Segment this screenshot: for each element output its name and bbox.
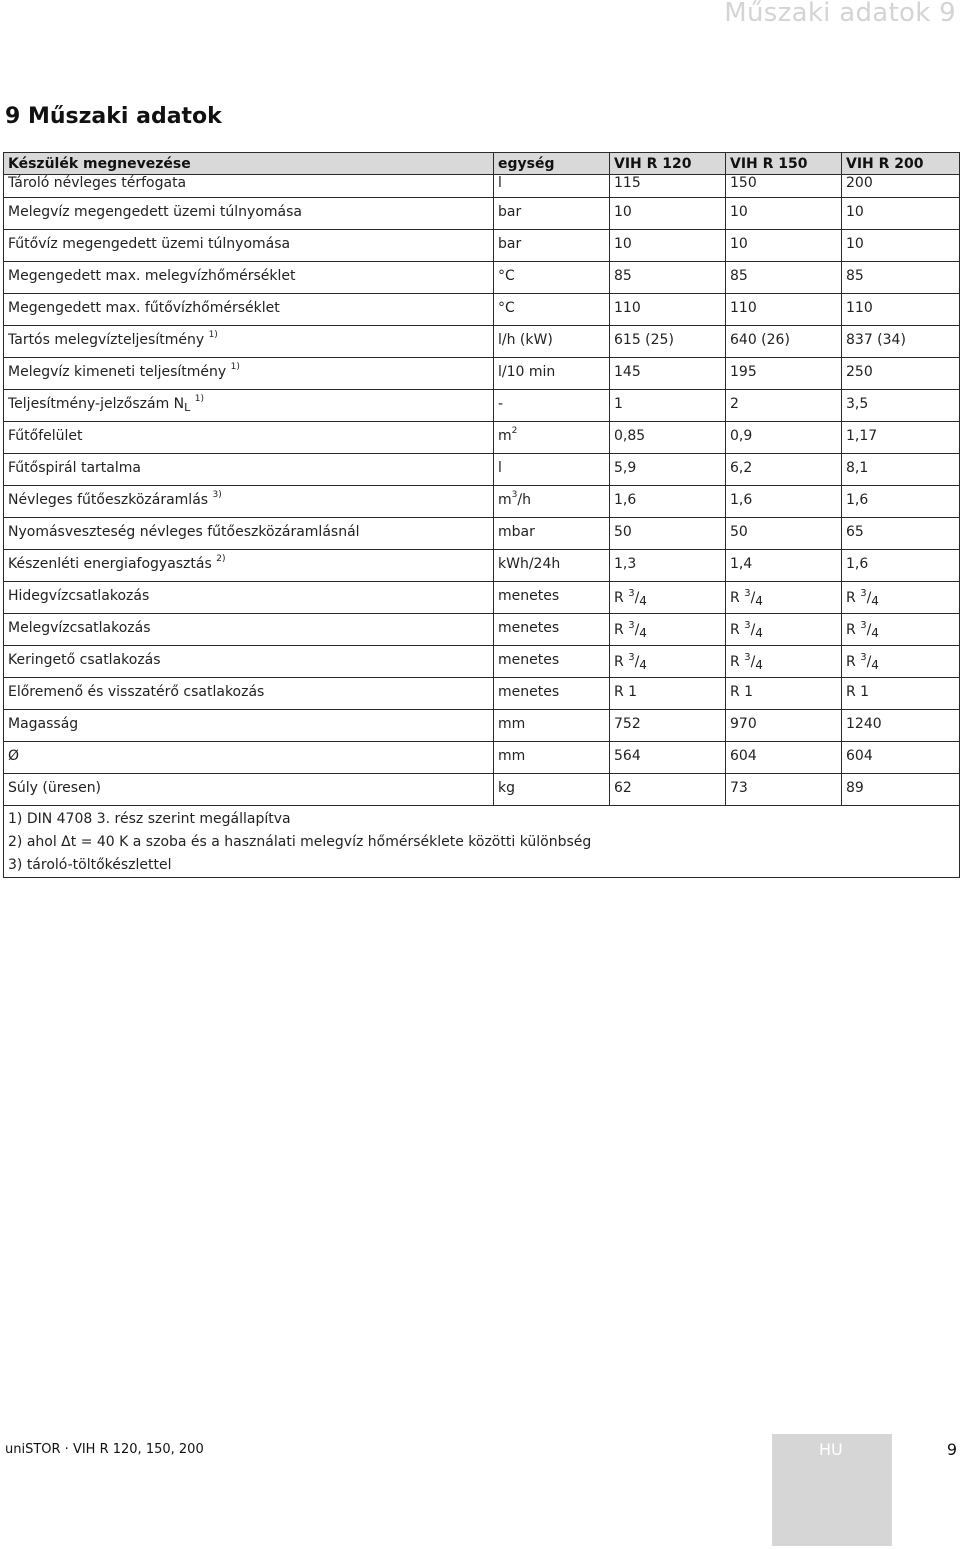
table-row (4, 678, 960, 710)
row-value: 1,6 (730, 492, 753, 508)
row-label: Hidegvízcsatlakozás (8, 588, 150, 604)
row-unit-cell (494, 614, 610, 646)
row-value-cell (726, 646, 842, 678)
fraction-separator: / (750, 622, 756, 638)
fraction-separator: / (866, 590, 872, 606)
row-value-cell (610, 262, 726, 294)
fraction-numerator: 3 (860, 588, 867, 599)
row-label: Nyomásveszteség névleges fűtőeszközáramlásnál (8, 524, 360, 540)
row-unit: °C (498, 268, 515, 284)
footnotes-row (4, 806, 960, 878)
row-label: Előremenő és visszatérő csatlakozás (8, 684, 265, 700)
row-label-cell (4, 198, 494, 230)
row-value: 1 (614, 396, 623, 412)
row-unit-superscript: 3 (511, 490, 518, 500)
row-value-cell (610, 486, 726, 518)
row-label-cell (4, 742, 494, 774)
row-value-cell (726, 486, 842, 518)
row-label: Tartós melegvízteljesítmény (8, 332, 205, 348)
row-label: Ø (8, 748, 20, 764)
row-value-cell (610, 582, 726, 614)
row-value-cell (726, 614, 842, 646)
row-value: 85 (730, 268, 748, 284)
row-value: 8,1 (846, 460, 869, 476)
row-value: 10 (846, 204, 864, 220)
row-value-cell (610, 326, 726, 358)
fraction-separator: / (866, 622, 872, 638)
row-value-cell (842, 742, 960, 774)
row-value-cell (726, 230, 842, 262)
row-value: 2 (730, 396, 739, 412)
footnote: 3) tároló-töltőkészlettel (8, 857, 172, 873)
technical-data-table (3, 152, 960, 878)
row-label: Melegvíz kimeneti teljesítmény (8, 364, 227, 380)
row-label: Fűtőspirál tartalma (8, 460, 141, 476)
row-value-cell (842, 390, 960, 422)
row-label-subscript: L (184, 401, 191, 414)
row-value: 110 (614, 300, 641, 316)
row-value: 10 (730, 236, 748, 252)
row-value: 604 (846, 748, 873, 764)
row-value-cell (842, 774, 960, 806)
row-value: 564 (614, 748, 641, 764)
row-value-cell (842, 326, 960, 358)
row-unit: menetes (498, 588, 560, 604)
row-value: 10 (614, 236, 632, 252)
row-value-cell (726, 774, 842, 806)
table-row (4, 582, 960, 614)
row-label-cell (4, 710, 494, 742)
section-title: 9 Műszaki adatok (5, 104, 222, 129)
row-value-cell (610, 358, 726, 390)
row-value: 145 (614, 364, 641, 380)
row-value: 85 (614, 268, 632, 284)
row-label-cell (4, 358, 494, 390)
fraction-numerator: 3 (744, 588, 751, 599)
row-value-cell (726, 742, 842, 774)
row-value-cell (610, 230, 726, 262)
fraction-numerator: 3 (860, 620, 867, 631)
row-label-cell (4, 518, 494, 550)
row-label-cell (4, 390, 494, 422)
row-value: 10 (730, 204, 748, 220)
row-value: R 1 (846, 684, 870, 700)
fraction-numerator: 3 (628, 588, 635, 599)
table-row (4, 358, 960, 390)
table-row (4, 326, 960, 358)
fraction-numerator: 3 (860, 652, 867, 663)
language-tab (772, 1434, 892, 1546)
row-unit-cell (494, 486, 610, 518)
row-label-cell (4, 175, 494, 198)
row-unit-superscript: 2 (511, 426, 518, 436)
table-row (4, 774, 960, 806)
running-header: Műszaki adatok 9 (724, 0, 956, 28)
row-value-cell (842, 454, 960, 486)
row-unit-tail: /h (517, 492, 531, 508)
row-value-cell (726, 175, 842, 198)
row-unit-cell (494, 678, 610, 710)
row-label: Megengedett max. fűtővízhőmérséklet (8, 300, 280, 316)
table-row (4, 486, 960, 518)
table-row (4, 175, 960, 198)
row-value: 50 (614, 524, 632, 540)
table-row (4, 262, 960, 294)
row-value: R 1 (614, 684, 638, 700)
row-label-cell (4, 230, 494, 262)
thread-prefix: R (614, 590, 629, 606)
row-unit-cell (494, 262, 610, 294)
row-unit-cell (494, 710, 610, 742)
table-header-row (4, 153, 960, 175)
row-value-cell (726, 326, 842, 358)
table-row (4, 518, 960, 550)
row-unit-cell (494, 230, 610, 262)
row-value-cell (726, 358, 842, 390)
thread-prefix: R (730, 622, 745, 638)
row-value-cell (842, 614, 960, 646)
row-value-cell (842, 358, 960, 390)
row-label-cell (4, 678, 494, 710)
fraction-separator: / (634, 622, 640, 638)
row-value: 10 (614, 204, 632, 220)
row-value: 73 (730, 780, 748, 796)
row-unit-cell (494, 390, 610, 422)
row-value-cell (610, 454, 726, 486)
row-value-cell (610, 742, 726, 774)
row-unit-cell (494, 175, 610, 198)
row-value: 150 (730, 175, 757, 191)
footnote-ref: 3) (212, 490, 222, 500)
row-unit: m (498, 428, 512, 444)
row-unit: kWh/24h (498, 556, 561, 572)
fraction-denominator: 4 (639, 658, 647, 672)
language-label: HU (819, 1440, 843, 1459)
row-value-cell (842, 230, 960, 262)
row-value: 62 (614, 780, 632, 796)
row-value-cell (726, 198, 842, 230)
row-value: 0,85 (614, 428, 646, 444)
row-label-cell (4, 774, 494, 806)
row-value-cell (610, 422, 726, 454)
fraction-numerator: 3 (628, 652, 635, 663)
row-value-cell (842, 486, 960, 518)
row-value: 615 (25) (614, 332, 674, 348)
header-cell-vih-r-150: VIH R 150 (726, 153, 842, 175)
row-unit-cell (494, 550, 610, 582)
thread-prefix: R (730, 590, 745, 606)
table-row (4, 614, 960, 646)
fraction-denominator: 4 (871, 626, 879, 640)
table-row (4, 230, 960, 262)
row-unit: mbar (498, 524, 535, 540)
table-row (4, 390, 960, 422)
row-unit-cell (494, 646, 610, 678)
row-value: 1240 (846, 716, 882, 732)
row-label-cell (4, 550, 494, 582)
row-unit-cell (494, 518, 610, 550)
row-value-cell (610, 646, 726, 678)
row-label: Melegvíz megengedett üzemi túlnyomása (8, 204, 302, 220)
fraction-numerator: 3 (744, 652, 751, 663)
row-value-cell (842, 518, 960, 550)
table-row (4, 742, 960, 774)
row-unit-cell (494, 774, 610, 806)
fraction-denominator: 4 (755, 594, 763, 608)
row-value: 1,17 (846, 428, 878, 444)
footer-product: uniSTOR · VIH R 120, 150, 200 (5, 1442, 204, 1457)
row-value-cell (726, 294, 842, 326)
fraction-denominator: 4 (755, 658, 763, 672)
row-value: 640 (26) (730, 332, 790, 348)
row-value-cell (842, 422, 960, 454)
row-label-cell (4, 614, 494, 646)
row-value-cell (726, 518, 842, 550)
footnote-ref: 1) (230, 362, 240, 372)
row-value: 65 (846, 524, 864, 540)
thread-prefix: R (614, 654, 629, 670)
row-label-cell (4, 422, 494, 454)
footnote: 1) DIN 4708 3. rész szerint megállapítva (8, 811, 291, 827)
row-unit: menetes (498, 620, 560, 636)
row-value-cell (726, 582, 842, 614)
fraction-numerator: 3 (628, 620, 635, 631)
row-value: 200 (846, 175, 873, 191)
thread-prefix: R (846, 622, 861, 638)
table-row (4, 550, 960, 582)
fraction-separator: / (866, 654, 872, 670)
row-value: 1,6 (614, 492, 637, 508)
row-value-cell (610, 198, 726, 230)
row-value-cell (610, 678, 726, 710)
row-label-cell (4, 326, 494, 358)
row-unit: menetes (498, 652, 560, 668)
row-value-cell (842, 550, 960, 582)
header-cell-vih-r-200: VIH R 200 (842, 153, 960, 175)
row-value-cell (842, 678, 960, 710)
row-value-cell (726, 422, 842, 454)
fraction-denominator: 4 (871, 658, 879, 672)
row-value-cell (842, 294, 960, 326)
row-value-cell (726, 710, 842, 742)
footnote-ref: 2) (216, 554, 226, 564)
row-unit: l/h (kW) (498, 332, 553, 348)
row-unit-cell (494, 198, 610, 230)
row-unit: l/10 min (498, 364, 556, 380)
row-label-cell (4, 486, 494, 518)
row-label: Keringető csatlakozás (8, 652, 161, 668)
row-value: 604 (730, 748, 757, 764)
row-unit-cell (494, 294, 610, 326)
fraction-separator: / (750, 590, 756, 606)
row-label: Névleges fűtőeszközáramlás (8, 492, 209, 508)
row-value-cell (726, 454, 842, 486)
fraction-separator: / (634, 590, 640, 606)
row-value: 837 (34) (846, 332, 906, 348)
row-unit: °C (498, 300, 515, 316)
row-unit: kg (498, 780, 515, 796)
row-value: 50 (730, 524, 748, 540)
row-label: Teljesítmény-jelzőszám N (8, 396, 185, 412)
row-value-cell (610, 710, 726, 742)
row-value-cell (842, 646, 960, 678)
row-value-cell (610, 390, 726, 422)
row-value: 1,3 (614, 556, 637, 572)
row-value-cell (726, 390, 842, 422)
fraction-denominator: 4 (755, 626, 763, 640)
row-value: 110 (730, 300, 757, 316)
row-value: 752 (614, 716, 641, 732)
row-value-cell (610, 614, 726, 646)
fraction-separator: / (750, 654, 756, 670)
table-row (4, 454, 960, 486)
row-unit: - (498, 396, 504, 412)
row-value-cell (610, 518, 726, 550)
row-label-cell (4, 646, 494, 678)
row-value: R 1 (730, 684, 754, 700)
row-value: 195 (730, 364, 757, 380)
row-label: Készenléti energiafogyasztás (8, 556, 212, 572)
row-value-cell (726, 550, 842, 582)
fraction-separator: / (634, 654, 640, 670)
footnote-ref: 1) (194, 394, 204, 404)
row-value: 89 (846, 780, 864, 796)
row-value: 0,9 (730, 428, 753, 444)
footnote: 2) ahol Δt = 40 K a szoba és a használati melegvíz hőmérséklete közötti különbség (8, 834, 592, 850)
row-value: 250 (846, 364, 873, 380)
header-cell-vih-r-120: VIH R 120 (610, 153, 726, 175)
table-row (4, 646, 960, 678)
fraction-denominator: 4 (639, 626, 647, 640)
row-unit-cell (494, 422, 610, 454)
row-unit-cell (494, 582, 610, 614)
row-value: 970 (730, 716, 757, 732)
header-cell-unit: egység (494, 153, 610, 175)
row-value: 1,6 (846, 492, 869, 508)
fraction-numerator: 3 (744, 620, 751, 631)
row-unit-cell (494, 326, 610, 358)
row-value-cell (842, 262, 960, 294)
row-unit: m (498, 492, 512, 508)
row-value-cell (726, 678, 842, 710)
row-label: Melegvízcsatlakozás (8, 620, 151, 636)
row-value-cell (842, 582, 960, 614)
row-value: 85 (846, 268, 864, 284)
row-label-cell (4, 454, 494, 486)
row-label: Magasság (8, 716, 79, 732)
row-label: Fűtőfelület (8, 428, 83, 444)
thread-prefix: R (614, 622, 629, 638)
row-value-cell (610, 294, 726, 326)
thread-prefix: R (846, 654, 861, 670)
row-value-cell (842, 175, 960, 198)
row-value: 115 (614, 175, 641, 191)
table-row (4, 422, 960, 454)
row-value-cell (842, 710, 960, 742)
row-unit: mm (498, 716, 526, 732)
table-row (4, 198, 960, 230)
row-value: 1,4 (730, 556, 753, 572)
row-unit-cell (494, 358, 610, 390)
row-unit-cell (494, 454, 610, 486)
footnote-ref: 1) (208, 330, 218, 340)
row-label-cell (4, 262, 494, 294)
row-label: Megengedett max. melegvízhőmérséklet (8, 268, 296, 284)
thread-prefix: R (846, 590, 861, 606)
row-value: 1,6 (846, 556, 869, 572)
row-value: 6,2 (730, 460, 753, 476)
row-value-cell (842, 198, 960, 230)
row-value: 10 (846, 236, 864, 252)
row-unit: l (498, 175, 502, 191)
row-unit: bar (498, 204, 522, 220)
table-row (4, 294, 960, 326)
row-unit: mm (498, 748, 526, 764)
row-label: Súly (üresen) (8, 780, 102, 796)
row-label: Tároló névleges térfogata (8, 175, 187, 191)
row-value-cell (610, 550, 726, 582)
row-label-cell (4, 294, 494, 326)
thread-prefix: R (730, 654, 745, 670)
header-cell-device: Készülék megnevezése (4, 153, 494, 175)
row-unit: menetes (498, 684, 560, 700)
fraction-denominator: 4 (871, 594, 879, 608)
row-value: 5,9 (614, 460, 637, 476)
row-value-cell (610, 175, 726, 198)
row-value: 110 (846, 300, 873, 316)
row-unit-cell (494, 742, 610, 774)
row-unit: bar (498, 236, 522, 252)
row-label-cell (4, 582, 494, 614)
row-value-cell (726, 262, 842, 294)
row-value-cell (610, 774, 726, 806)
footnotes-cell (4, 806, 960, 878)
page-number: 9 (946, 1440, 957, 1459)
row-label: Fűtővíz megengedett üzemi túlnyomása (8, 236, 291, 252)
fraction-denominator: 4 (639, 594, 647, 608)
table-row (4, 710, 960, 742)
row-unit: l (498, 460, 502, 476)
row-value: 3,5 (846, 396, 869, 412)
